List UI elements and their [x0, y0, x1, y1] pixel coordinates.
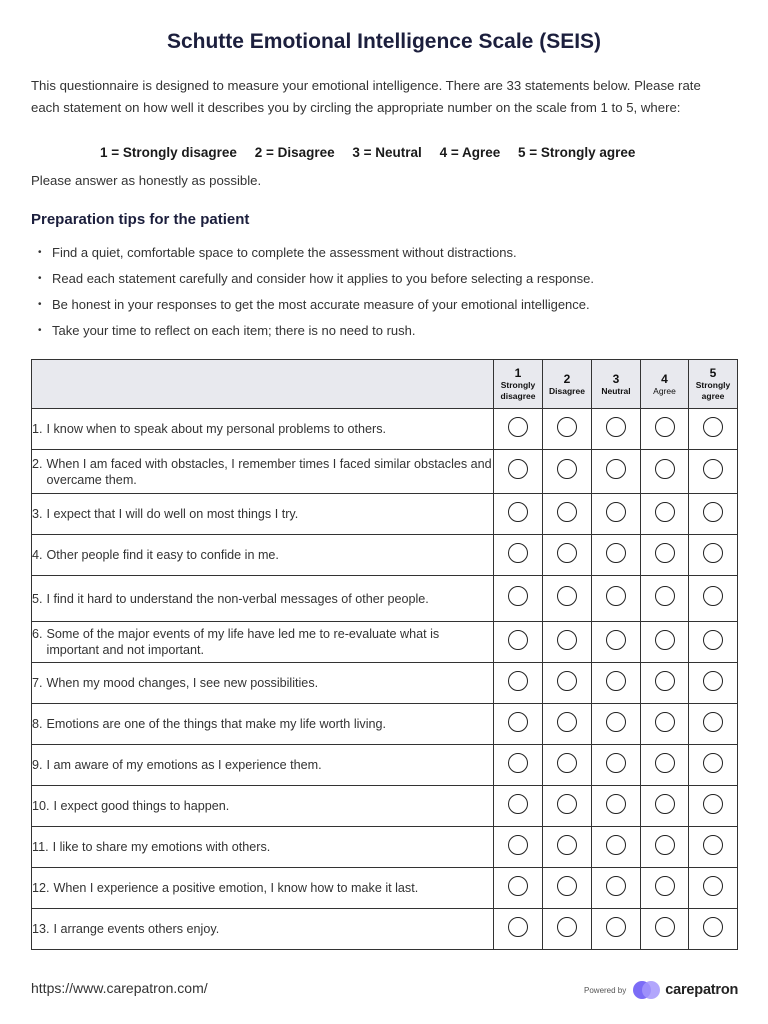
- statement-text: When my mood changes, I see new possibilities.: [46, 676, 319, 690]
- option-cell: [592, 704, 641, 745]
- statement-text: I know when to speak about my personal problems to others.: [46, 422, 387, 436]
- option-cell: [494, 450, 543, 494]
- table-row: [32, 827, 738, 868]
- option-cell: [689, 576, 738, 622]
- option-cell: [689, 827, 738, 868]
- table-row: [32, 663, 738, 704]
- rating-radio[interactable]: [508, 502, 528, 522]
- option-cell: [543, 409, 592, 450]
- questionnaire-table: [31, 359, 738, 950]
- rating-radio[interactable]: [606, 794, 626, 814]
- option-cell: [689, 704, 738, 745]
- rating-radio[interactable]: [655, 502, 675, 522]
- rating-radio[interactable]: [557, 712, 577, 732]
- option-cell: [592, 409, 641, 450]
- rating-radio[interactable]: [655, 671, 675, 691]
- rating-radio[interactable]: [703, 543, 723, 563]
- table-row: [32, 450, 738, 494]
- rating-radio[interactable]: [508, 794, 528, 814]
- option-cell: [543, 909, 592, 950]
- table-row: [32, 622, 738, 663]
- column-header: 5 Strongly agree: [689, 360, 738, 409]
- rating-radio[interactable]: [508, 630, 528, 650]
- statement-number: 7.: [32, 676, 43, 690]
- option-cell: [543, 622, 592, 663]
- statement-text: I expect that I will do well on most things I try.: [46, 507, 299, 521]
- rating-radio[interactable]: [508, 543, 528, 563]
- footer-link[interactable]: https://www.carepatron.com/: [31, 980, 208, 996]
- statement-cell: [32, 576, 494, 622]
- option-cell: [494, 868, 543, 909]
- option-cell: [543, 494, 592, 535]
- option-cell: [543, 704, 592, 745]
- rating-radio[interactable]: [703, 712, 723, 732]
- option-cell: [641, 450, 689, 494]
- brand-logo[interactable]: [584, 978, 738, 1002]
- rating-radio[interactable]: [508, 586, 528, 606]
- rating-radio[interactable]: [606, 543, 626, 563]
- statement-cell: [32, 663, 494, 704]
- option-cell: [641, 786, 689, 827]
- statement-number: 12.: [32, 881, 50, 895]
- statement-number: 4.: [32, 548, 43, 562]
- statement-cell: [32, 535, 494, 576]
- statement-text: When I experience a positive emotion, I know how to make it last.: [53, 881, 419, 895]
- rating-radio[interactable]: [703, 835, 723, 855]
- statement-text: I am aware of my emotions as I experience them.: [46, 758, 322, 772]
- rating-radio[interactable]: [703, 917, 723, 937]
- rating-radio[interactable]: [557, 876, 577, 896]
- statement-text: I arrange events others enjoy.: [53, 922, 220, 936]
- option-cell: [641, 663, 689, 704]
- rating-radio[interactable]: [508, 459, 528, 479]
- tips-list: [38, 240, 594, 344]
- option-cell: [494, 622, 543, 663]
- option-cell: [689, 409, 738, 450]
- rating-radio[interactable]: [557, 417, 577, 437]
- option-cell: [543, 827, 592, 868]
- rating-radio[interactable]: [557, 630, 577, 650]
- option-cell: [592, 622, 641, 663]
- rating-radio[interactable]: [606, 671, 626, 691]
- option-cell: [592, 450, 641, 494]
- option-cell: [641, 827, 689, 868]
- rating-radio[interactable]: [703, 586, 723, 606]
- statement-number: 6.: [32, 627, 43, 641]
- rating-radio[interactable]: [606, 753, 626, 773]
- rating-radio[interactable]: [655, 417, 675, 437]
- option-cell: [543, 535, 592, 576]
- rating-radio[interactable]: [703, 502, 723, 522]
- option-cell: [494, 494, 543, 535]
- option-cell: [494, 663, 543, 704]
- rating-radio[interactable]: [606, 502, 626, 522]
- option-cell: [494, 909, 543, 950]
- carepatron-logo-icon: [632, 979, 662, 1001]
- rating-radio[interactable]: [606, 835, 626, 855]
- rating-radio[interactable]: [508, 835, 528, 855]
- option-cell: [592, 663, 641, 704]
- statement-number: 2.: [32, 456, 43, 471]
- rating-radio[interactable]: [557, 586, 577, 606]
- option-cell: [543, 576, 592, 622]
- option-cell: [592, 494, 641, 535]
- statement-text: Emotions are one of the things that make my life worth living.: [46, 717, 387, 731]
- option-cell: [592, 745, 641, 786]
- statement-cell: [32, 827, 494, 868]
- statement-cell: [32, 409, 494, 450]
- option-cell: [592, 535, 641, 576]
- statement-number: 10.: [32, 799, 50, 813]
- table-row: [32, 409, 738, 450]
- rating-radio[interactable]: [703, 630, 723, 650]
- option-cell: [543, 868, 592, 909]
- option-cell: [494, 827, 543, 868]
- table-row: [32, 704, 738, 745]
- statement-text: I find it hard to understand the non-verbal messages of other people.: [46, 591, 429, 606]
- option-cell: [641, 704, 689, 745]
- statement-cell: [32, 494, 494, 535]
- rating-radio[interactable]: [655, 459, 675, 479]
- column-header: 4 Agree: [641, 360, 689, 409]
- option-cell: [689, 494, 738, 535]
- table-header-row: [32, 360, 738, 409]
- rating-radio[interactable]: [703, 417, 723, 437]
- statement-number: 3.: [32, 507, 43, 521]
- option-cell: [689, 535, 738, 576]
- table-row: [32, 494, 738, 535]
- option-cell: [592, 868, 641, 909]
- tip-item: • Be honest in your responses to get the most accurate measure of your emotional intelligence.: [38, 292, 594, 318]
- rating-radio[interactable]: [557, 671, 577, 691]
- option-cell: [592, 576, 641, 622]
- rating-radio[interactable]: [606, 417, 626, 437]
- option-cell: [689, 745, 738, 786]
- statement-text: I like to share my emotions with others.: [52, 840, 271, 854]
- table-row: [32, 909, 738, 950]
- rating-radio[interactable]: [655, 543, 675, 563]
- scale-item: 2 = Disagree: [254, 145, 335, 160]
- rating-radio[interactable]: [703, 876, 723, 896]
- rating-radio[interactable]: [557, 917, 577, 937]
- statement-header: [32, 360, 494, 409]
- rating-radio[interactable]: [655, 917, 675, 937]
- rating-radio[interactable]: [655, 586, 675, 606]
- option-cell: [543, 745, 592, 786]
- option-cell: [641, 494, 689, 535]
- rating-radio[interactable]: [655, 753, 675, 773]
- statement-number: 8.: [32, 717, 43, 731]
- rating-radio[interactable]: [508, 712, 528, 732]
- tip-item: • Find a quiet, comfortable space to complete the assessment without distractions.: [38, 240, 594, 266]
- rating-scale-legend: [100, 145, 700, 160]
- statement-number: 13.: [32, 922, 50, 936]
- rating-radio[interactable]: [655, 794, 675, 814]
- option-cell: [592, 909, 641, 950]
- rating-radio[interactable]: [508, 753, 528, 773]
- table-row: [32, 576, 738, 622]
- rating-radio[interactable]: [655, 876, 675, 896]
- intro-paragraph: This questionnaire is designed to measure your emotional intelligence. There are 33 statements below. Please rate each statement on how well it describes you by circling the appropriate number on the scale from 1 to 5, where:: [31, 78, 701, 115]
- rating-radio[interactable]: [508, 417, 528, 437]
- option-cell: [494, 535, 543, 576]
- option-cell: [543, 786, 592, 827]
- statement-cell: [32, 868, 494, 909]
- rating-radio[interactable]: [703, 671, 723, 691]
- option-cell: [689, 450, 738, 494]
- scale-item: 4 = Agree: [439, 145, 501, 160]
- option-cell: [641, 745, 689, 786]
- statement-cell: [32, 745, 494, 786]
- option-cell: [494, 786, 543, 827]
- option-cell: [494, 409, 543, 450]
- statement-number: 9.: [32, 758, 43, 772]
- rating-radio[interactable]: [508, 917, 528, 937]
- option-cell: [641, 909, 689, 950]
- rating-radio[interactable]: [703, 794, 723, 814]
- scale-item: 5 = Strongly agree: [518, 145, 636, 160]
- table-row: [32, 786, 738, 827]
- option-cell: [543, 450, 592, 494]
- tip-item: • Read each statement carefully and consider how it applies to you before selecting a response.: [38, 266, 594, 292]
- option-cell: [494, 704, 543, 745]
- option-cell: [689, 622, 738, 663]
- option-cell: [689, 909, 738, 950]
- rating-radio[interactable]: [606, 712, 626, 732]
- statement-number: 11.: [32, 840, 49, 854]
- table-row: [32, 745, 738, 786]
- statement-cell: [32, 704, 494, 745]
- rating-radio[interactable]: [557, 794, 577, 814]
- scale-item: 1 = Strongly disagree: [100, 145, 237, 160]
- option-cell: [641, 576, 689, 622]
- rating-radio[interactable]: [557, 543, 577, 563]
- page-title: Schutte Emotional Intelligence Scale (SEIS): [166, 30, 602, 53]
- statement-cell: [32, 909, 494, 950]
- column-header: 3 Neutral: [592, 360, 641, 409]
- rating-radio[interactable]: [508, 876, 528, 896]
- statement-text: I expect good things to happen.: [53, 799, 230, 813]
- tips-heading: Preparation tips for the patient: [31, 211, 250, 228]
- statement-cell: [32, 786, 494, 827]
- option-cell: [641, 535, 689, 576]
- powered-by-label: Powered by: [584, 985, 627, 995]
- rating-radio[interactable]: [655, 835, 675, 855]
- option-cell: [494, 745, 543, 786]
- option-cell: [592, 827, 641, 868]
- column-header: 1 Strongly disagree: [494, 360, 543, 409]
- option-cell: [641, 622, 689, 663]
- rating-radio[interactable]: [557, 502, 577, 522]
- statement-number: 1.: [32, 422, 43, 436]
- rating-radio[interactable]: [508, 671, 528, 691]
- rating-radio[interactable]: [606, 876, 626, 896]
- rating-radio[interactable]: [557, 835, 577, 855]
- option-cell: [592, 786, 641, 827]
- statement-text: Some of the major events of my life have led me to re-evaluate what is important and not important.: [46, 627, 440, 657]
- scale-item: 3 = Neutral: [352, 145, 422, 160]
- option-cell: [689, 663, 738, 704]
- statement-cell: [32, 622, 494, 663]
- rating-radio[interactable]: [655, 712, 675, 732]
- rating-radio[interactable]: [703, 753, 723, 773]
- option-cell: [641, 868, 689, 909]
- statement-text: When I am faced with obstacles, I remember times I faced similar obstacles and overcame them.: [46, 456, 492, 487]
- column-header: 2 Disagree: [543, 360, 592, 409]
- statement-number: 5.: [32, 591, 43, 606]
- table-row: [32, 868, 738, 909]
- rating-radio[interactable]: [557, 753, 577, 773]
- option-cell: [689, 868, 738, 909]
- option-cell: [689, 786, 738, 827]
- rating-radio[interactable]: [557, 459, 577, 479]
- statement-text: Other people find it easy to confide in me.: [46, 548, 279, 562]
- option-cell: [543, 663, 592, 704]
- rating-radio[interactable]: [606, 586, 626, 606]
- rating-radio[interactable]: [606, 917, 626, 937]
- brand-name: carepatron: [665, 982, 739, 998]
- rating-radio[interactable]: [606, 459, 626, 479]
- option-cell: [494, 576, 543, 622]
- option-cell: [641, 409, 689, 450]
- rating-radio[interactable]: [703, 459, 723, 479]
- rating-radio[interactable]: [655, 630, 675, 650]
- rating-radio[interactable]: [606, 630, 626, 650]
- table-row: [32, 535, 738, 576]
- statement-cell: [32, 450, 494, 494]
- answer-note: Please answer as honestly as possible.: [31, 173, 262, 188]
- tip-item: • Take your time to reflect on each item; there is no need to rush.: [38, 318, 594, 344]
